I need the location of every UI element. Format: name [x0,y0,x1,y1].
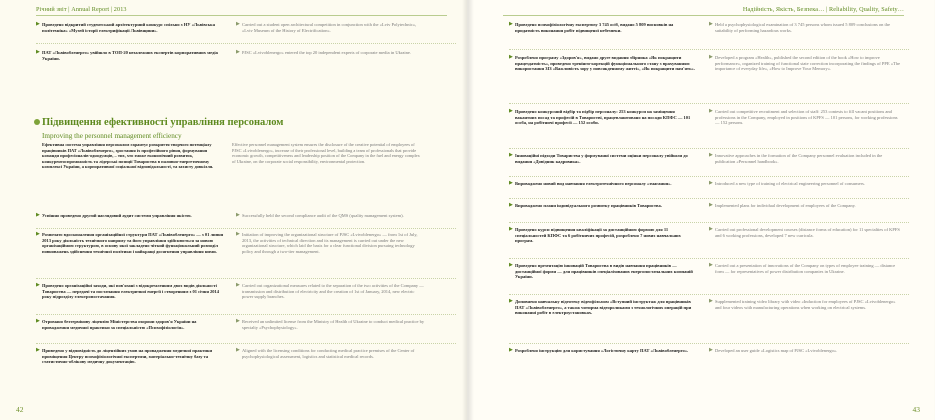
bullet-arrow-icon: ▶ [36,22,40,27]
item-en: ▶ PJSC «Lvivoblenergo» entered the top 20 independent experts of corporate media in Ukraine. [236,50,411,55]
list-item [36,348,456,365]
list-item [509,227,909,244]
bullet-arrow-icon: ▶ [36,50,40,55]
item-ua: ▶ Інноваційні підходи Товариства у формуванні системи оцінки персоналу увійшли до видання «Довідник кадровика». [509,153,688,164]
bullet-arrow-icon: ▶ [509,227,513,232]
item-divider [36,278,456,279]
bullet-arrow-icon: ▶ [509,348,513,353]
item-ua: ▶ Доповнено навчальну відеотеку відеофільмом «Вступний інструктаж для працівників ПАТ «Львівобленерго», а також чотирма відеороликами з технологічних операцій при виконанні робіт в електроустановках. [509,299,692,316]
item-en: ▶ Initiation of improving the organizational structure of PJSC «Lvivoblenergo» — from 1st of July, 2013, the activities of technical direction and its management is carried out under the new organizational structure, which laid the basis for a clear functional division pursuing technology policy and through a two-tier management. [236,232,418,254]
list-item [509,181,909,187]
item-ua: ▶ Проведено презентацію інновацій Товариства в видів навчання працівників — дистанційної форми — для працівників спеціалізованих енергопостачальних компаній України. [509,263,693,280]
bullet-arrow-icon: ▶ [509,22,513,27]
bullet-arrow-icon: ▶ [236,232,240,237]
bullet-arrow-icon: ▶ [709,203,713,208]
bullet-arrow-icon: ▶ [709,109,713,114]
item-divider [36,43,456,44]
list-item [36,283,456,300]
item-en: ▶ Carried out a student open architectural competition in conjunction with the «Lviv Polytechnic», «Lviv Museum of the History of Electrification». [236,22,417,33]
bullet-arrow-icon: ▶ [509,55,513,60]
bullet-arrow-icon: ▶ [709,299,713,304]
item-ua: ▶ Проведено організаційні заходи, які пов'язані з відокремленням двох видів діяльності Товариства — передачі та постачання електричної енергії і створенням з 01 січня 2014 року підрозділу електропостачання. [36,283,220,300]
item-en: ▶ Introduced a new type of training of electrical engineering personnel of consumers. [709,181,865,186]
item-divider [36,228,456,229]
item-divider [509,198,909,199]
item-divider [509,343,909,344]
item-divider [509,176,909,177]
bullet-arrow-icon: ▶ [509,299,513,304]
header-rule-right [503,15,904,16]
item-divider [509,148,909,149]
bullet-arrow-icon: ▶ [36,213,40,218]
item-ua: ▶ Проведено психофізіологічну експертизу 3 745 осіб, видано 5 809 висновків на придатність виконання робіт підвищеної небезпеки. [509,22,674,33]
item-ua: ▶ Впроваджено новий вид навчання електротехнічного персоналу «змагання». [509,181,672,186]
item-ua: ▶ Успішно проведено другий наглядовий аудит системи управління якістю. [36,213,192,218]
item-ua: ▶ Впроваджено плани індивідуального розвитку працівників Товариства. [509,203,662,208]
list-item [509,263,909,280]
bullet-arrow-icon: ▶ [36,319,40,324]
item-divider [509,258,909,259]
bullet-arrow-icon: ▶ [509,153,513,158]
bullet-arrow-icon: ▶ [709,153,713,158]
list-item [36,22,456,33]
item-en: ▶ Supplemented training video library with video «Induction for employees of PJSC «Lvivoblenergo» and four videos with manufacturing operations when working on electrical systems. [709,299,896,310]
bullet-arrow-icon: ▶ [236,319,240,324]
section-paragraph-ua: Ефективна система управління персоналом гарантує розкриття творчого потенціалу працівників ПАТ «Львівобленерго», зростання їх професійного рівня, формування команди професіоналів-однодумців, – тих, хто зможе економічний розвиток, конкурентоспроможність та лідерські позиції Товариства в паливно-енергетичному комплексі України, а корпоративної соціальної відповідальності, та захисту довкілля. [42,142,214,170]
item-divider [509,103,909,104]
section-subtitle: Improving the personnel management efficiency [42,132,182,140]
item-en: ▶ Carried out professional development courses (distance forms of education) for 11 specialties of KPFS and 6 working professions, developed 7 new curricula. [709,227,900,238]
item-en: ▶ Successfully held the second compliance audit of the QMS (quality management system). [236,213,404,218]
page-number-right: 43 [912,405,920,414]
item-en: ▶ Innovative approaches in the formation of the Company personnel evaluation included in the publication «Personnel handbook». [709,153,883,164]
section-paragraph-en: Effective personnel management system ensures the disclosure of the creative potential of employees of PJSC «Lvivoblenergo», increase of their professional level, building a team of professionals that provide economic growth, competitiveness and leadership position of the Company in the fuel and energy complex of Ukraine, on the corporate social responsibility, environmental protection. [232,142,420,164]
list-item [36,232,456,254]
list-item [509,299,909,316]
bullet-arrow-icon: ▶ [236,213,240,218]
bullet-arrow-icon: ▶ [709,55,713,60]
bullet-arrow-icon: ▶ [709,348,713,353]
item-ua: ▶ Розроблено інструкцію для користування «Логістичну карту ПАТ «Львівобленерго». [509,348,689,353]
bullet-arrow-icon: ▶ [509,109,513,114]
bullet-arrow-icon: ▶ [36,283,40,288]
bullet-arrow-icon: ▶ [236,348,240,353]
bullet-arrow-icon: ▶ [236,50,240,55]
bullet-arrow-icon: ▶ [709,181,713,186]
left-page [0,0,467,420]
item-ua: ▶ Проведено конкурсний відбір та підбір персоналу: 253 конкурси на заміщення вакантних посад та професій в Товаристві, працевлаштовано на посади КПФС — 101 особа, на робітничі професії — 152 особи. [509,109,691,126]
bullet-arrow-icon: ▶ [509,181,513,186]
item-en: ▶ Carried out organizational measures related to the separation of the two activities of the Company — transmission and distribution of electricity and the creation of 1st of January, 2014, new electric power supply branches. [236,283,424,300]
list-item [36,50,456,61]
list-item [509,203,909,209]
list-item [509,348,909,354]
item-en: ▶ Implemented plans for individual development of employees of the Company. [709,203,856,208]
item-divider [509,222,909,223]
item-en: ▶ Aligned with the licensing conditions for conducting medical practice premises of the Center of psychophysiological assessment, logistics and statistical medical records. [236,348,415,359]
header-rule-left [36,15,447,16]
section-title: Підвищення ефективності управління персоналом [42,117,284,128]
running-header-left: Річний звіт | Annual Report | 2013 [36,6,127,13]
item-ua: ▶ Приведено у відповідність до ліцензійних умов на провадження медичної практики приміщення Центру психофізіологічної експертизи, матеріально-технічну базу та статистично-облікову медичну документацію. [36,348,213,365]
bullet-arrow-icon: ▶ [709,227,713,232]
bullet-arrow-icon: ▶ [36,232,40,237]
bullet-arrow-icon: ▶ [36,348,40,353]
item-ua: ▶ Розпочато вдосконалення організаційної структури ПАТ «Львівобленерго» — з 01 липня 2013 року діяльність технічного напряму та його управління здійснюється за новою організаційною структурою, в основу якої закладено чіткий функціональний розподіл повноважень здійснення технічної політики і найкращі досягнення управління ними. [36,232,224,254]
item-en: ▶ Developed a program «Health», published the second edition of the book «How to improve performance», organized training of functional state correction incorporating the findings of PPE «The importance of everyday life», «How to Improve Your Memory». [709,55,900,72]
item-en: ▶ Carried out a presentation of innovations of the Company on types of employee training — distance form — for representatives of power distribution companies in Ukraine. [709,263,896,274]
item-divider [509,49,909,50]
section-dot-icon [34,119,40,125]
list-item [509,55,909,72]
list-item [509,153,909,164]
list-item [509,22,909,33]
bullet-arrow-icon: ▶ [509,263,513,268]
item-en: ▶ Developed an user guide «Logistics map of PJSC «Lvivoblenergo». [709,348,838,353]
item-divider [36,343,456,344]
item-ua: ▶ Розроблено програму «Здоров'я», видано друге видання збірника «Як покращити працездатність», проведено тренінги-корекцій функціонального стану з врахуванням використання ЗІЗ «Важливість зору у повсякденному житті», «Як покращити пам'ять». [509,55,695,72]
bullet-arrow-icon: ▶ [236,22,240,27]
item-divider [509,294,909,295]
list-item [36,213,456,219]
item-ua: ▶ Проведено курси підвищення кваліфікації за дистанційною формою для 11 спеціальностей КПФС та 6 робітничих професій, розроблено 7 нових навчальних програм. [509,227,681,244]
item-ua: ▶ ПАТ «Львівобленерго» увійшло в ТОП-20 незалежних експертів корпоративних медіа України. [36,50,218,61]
list-item [509,109,909,126]
list-item [36,319,456,330]
page-number-left: 42 [16,405,24,414]
right-page [467,0,934,420]
item-en: ▶ Held a psychophysiological examination of 3 745 persons whom issued 5 809 conclusions on the suitability of performing hazardous works. [709,22,890,33]
bullet-arrow-icon: ▶ [236,283,240,288]
item-en: ▶ Carried out competitive recruitment and selection of staff: 253 contests to fill vacant positions and professions in the Company, employed in positions of KPFS — 101 persons, for working professions — 152 persons. [709,109,898,126]
bullet-arrow-icon: ▶ [509,203,513,208]
bullet-arrow-icon: ▶ [709,263,713,268]
item-ua: ▶ Отримано безтермінову ліцензію Міністерства охорони здоров'я України на провадження медичної практики за спеціальністю «Психофізіологія». [36,319,197,330]
item-divider [36,314,456,315]
item-ua: ▶ Проведено відкритий студентський архітектурний конкурс спільно з НУ «Львівська політехніка» «Музей історії електрифікації Львівщини». [36,22,215,33]
bullet-arrow-icon: ▶ [709,22,713,27]
running-header-right: Надійність, Якість, Безпека… | Reliability, Quality, Safety… [742,6,904,13]
item-en: ▶ Received an unlimited license from the Ministry of Health of Ukraine to conduct medical practice by specialty «Psychophysiology». [236,319,425,330]
